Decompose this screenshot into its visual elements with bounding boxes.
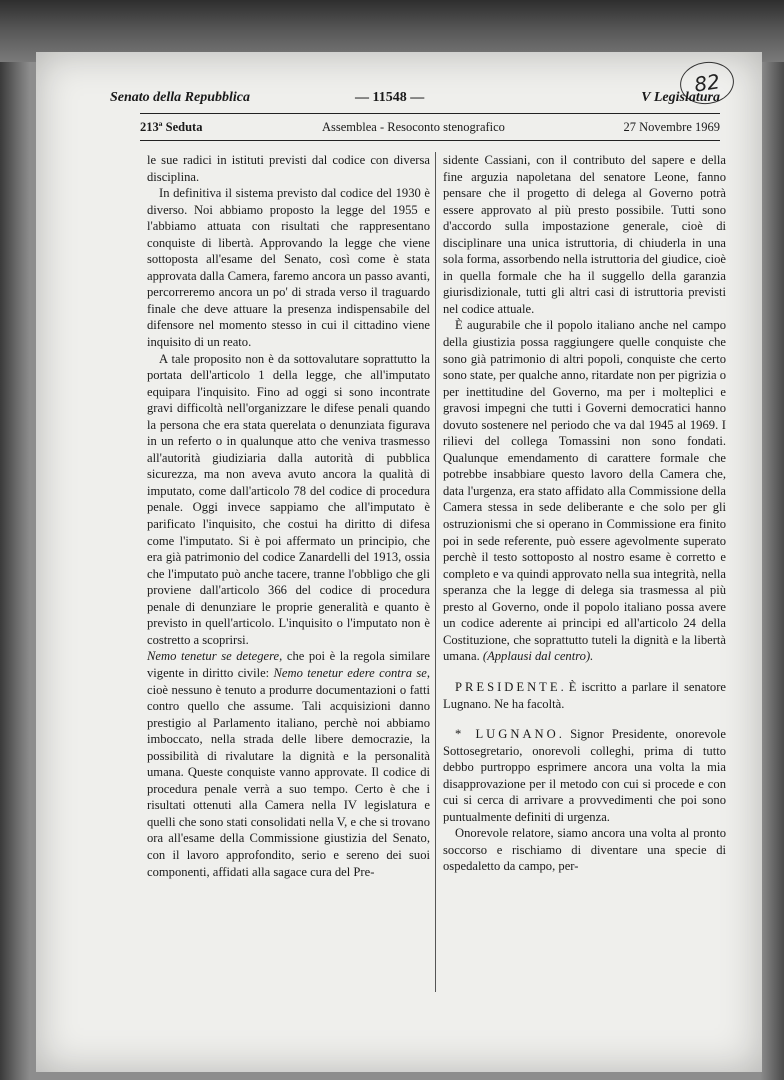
paragraph: Onorevole relatore, siamo ancora una volta al pronto soccorso e rischiamo di diventare una specie di ospedaletto da campo, per- xyxy=(443,826,726,874)
paragraph: sidente Cassiani, con il contributo del sapere e della fine arguzia napoletana del senatore Leone, fanno pensare che il progetto di delega al Governo potrà essere approvato al più presto possibile. Tutti sono d'accordo sulla impostazione generale, cioè di disciplinare una unica istruttoria, di chiuderla in una sola forma, assorbendo nella istruttoria del giudice, cioè in quella formale che ha il suggello della garanzia giurisdizionale, tutti gli altri casi di istruttoria previsti nel codice attuale. xyxy=(443,153,726,316)
session-head xyxy=(140,120,720,138)
session-date: 27 Novembre 1969 xyxy=(623,120,720,134)
paragraph: È augurabile che il popolo italiano anche nel campo della giustizia possa raggiungere quelle conquiste che sono già patrimonio di altri popoli, conquiste che certo sono state, per qualche anno, ritardate non per pigrizia o per inettitudine del Governo, ma per i molteplici e gravosi impegni che tutti i Governi democratici hanno dovuto sostenere nel periodo che va dal 1945 al 1969. I rilievi del collega Tomassini non sono fondati. Qualunque emendamento di carattere formale che potrebbe insabbiare questo lavoro della Camera che, data l'urgenza, era stato affidato alla Commissione della Camera stessa in sede deliberante e che solo per gli ostruzionismi che si operano in Commissione era finito poi in sede referente, può essere agevolmente superato perchè il testo sottoposto al nostro esame è corretto e completo e va quindi approvato nella sua integrità, nella speranza che la legge di delega sia trasmessa al più presto al Governo, onde il popolo italiano possa avere un codice aderente ai principi ed all'articolo 24 della Costituzione, che soprattutto tuteli la dignità e la libertà umana. (Applausi dal centro). xyxy=(443,318,726,664)
left-column xyxy=(147,152,430,880)
paragraph: In definitiva il sistema previsto dal codice del 1930 è diverso. Noi abbiamo proposto la legge del 1955 e l'abbiamo attuata con risultati che rappresentano conquiste di libertà. Approvando la legge che viene sottoposta all'esame del Senato, così come è stata approvata dalla Camera, faremo ancora un passo avanti, percorreremo ancora un po' di strada verso il traguardo finale che deve attuare la presenza indispensabile del difensore nel momento stesso in cui il cittadino viene inquisito di un reato. xyxy=(147,186,430,350)
paragraph: A tale proposito non è da sottovalutare soprattutto la portata dell'articolo 1 della legge, che all'imputato equipara l'inquisito. Fino ad oggi si sono incontrate gravi difficoltà nell'organizzare le difese penali quando la persona che era stata querelata o denunziata figurava in un referto o in qualunque atto che veniva trasmesso all'autorità giudiziaria dalla autorità di pubblica sicurezza, ma non aveva avuto ancora la qualità di imputato, come dall'articolo 78 del codice di procedura penale. Oggi invece sappiamo che all'imputato è parificato l'inquisito, che costui ha diritto di difesa come l'imputato. Si è poi affermato un principio, che era già patrimonio del codice Zanardelli del 1913, ossia che l'imputato può anche tacere, tranne l'obbligo che gli proviene dall'articolo 366 del codice di procedura penale di denunziare le proprie generalità e quanto è previsto in quell'articolo. L'inquisito o l'imputato non è costretto a scoprirsi. Nemo tenetur se detegere, che poi è la regola similare vigente in diritto civile: Nemo tenetur edere contra se, cioè nessuno è tenuto a produrre documentazioni o fatti contro quello che assume. Tali acquisizioni danno prestigio al Parlamento italiano, perchè noi abbiamo imboccato, nella strada delle libere democrazie, la possibilità di rivalutare la dignità e la personalità umana. Queste conquiste vanno approvate. Il codice di procedura penale verrà a suo tempo. Certo è che i risultati ottenuti alla Camera nella IV legislatura e quelli che sono stati consolidati nella V, e che si trovano ora all'esame della Commissione giustizia del Senato, con il lavoro approfondito, serio e sereno dei suoi componenti, affidati alla sagace cura del Pre- xyxy=(147,351,430,879)
speaker-name: * LUGNANO xyxy=(455,727,559,742)
assembly-title: Assemblea - Resoconto stenografico xyxy=(322,120,505,134)
header-senate: Senato della Repubblica xyxy=(110,90,250,105)
paragraph: le sue radici in istituti previsti dal codice con diversa disciplina. xyxy=(147,153,430,184)
right-column xyxy=(443,152,726,875)
column-divider xyxy=(435,152,436,992)
president-intervention: PRESIDENTE. È iscritto a parlare il senatore Lugnano. Ne ha facoltà. xyxy=(443,679,726,711)
header-rule-bottom xyxy=(140,140,720,141)
speaker-name: PRESIDENTE xyxy=(455,679,561,694)
running-head xyxy=(110,90,720,110)
header-page-number: — 11548 — xyxy=(355,90,425,105)
session-number: 213ª Seduta xyxy=(140,120,203,134)
header-legislature: V Legislatura xyxy=(641,90,720,105)
handwritten-page-stamp: 82 xyxy=(677,58,736,107)
header-rule-top xyxy=(140,113,720,114)
lugnano-intervention: * LUGNANO. Signor Presidente, onorevole Sottosegretario, onorevoli colleghi, prima di tutto debbo purtroppo esprimere ancora una volta la mia disapprovazione per il metodo con cui si procede e con cui si cerca di arrivare a provvedimenti che poi sono puntualmente definiti di urgenza. xyxy=(443,727,726,824)
